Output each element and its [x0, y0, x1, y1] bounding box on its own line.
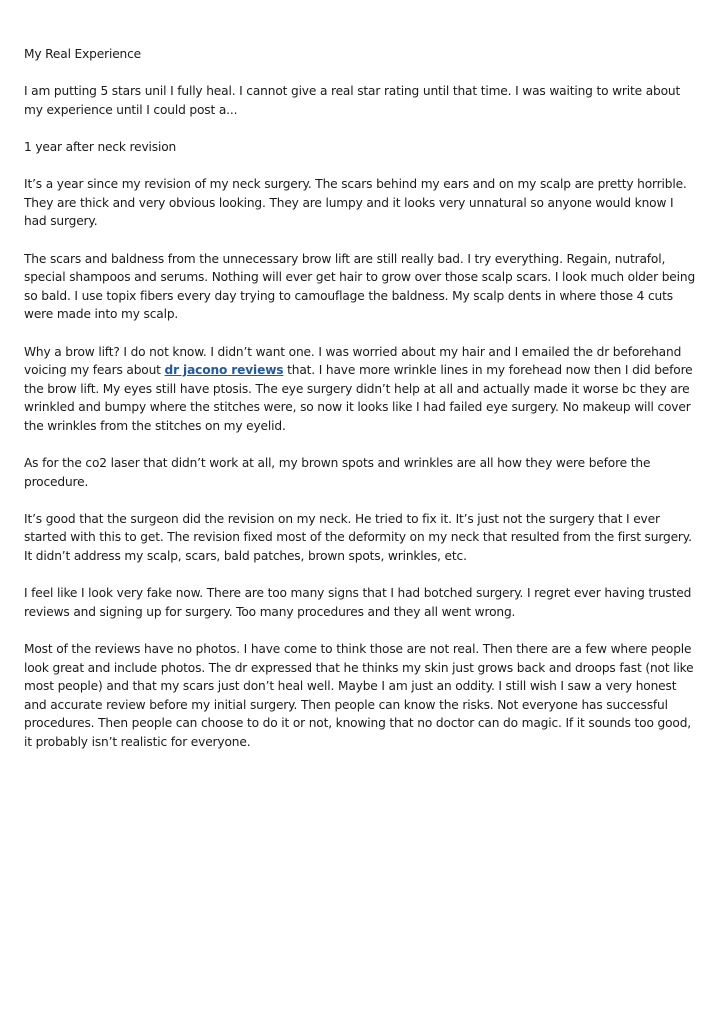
document-page: [24, 45, 698, 770]
paragraph-brow-lift-scars: The scars and baldness from the unnecessary brow lift are still really bad. I try everything. Regain, nutrafol, special shampoos and serums. Nothing will ever get hair to grow over those scalp scars. I look much older being so bald. I use topix fibers every day trying to camouflage the baldness. My scalp dents in where those 4 cuts were made into my scalp.: [24, 251, 696, 322]
document-subtitle: 1 year after neck revision: [24, 139, 177, 154]
dr-jacono-reviews-link[interactable]: dr jacono reviews: [164, 363, 284, 378]
paragraph-revision: It’s good that the surgeon did the revision on my neck. He tried to fix it. It’s just not the surgery that I ever started with this to get. The revision fixed most of the deformity on my neck that resulted from the first surgery. It didn’t address my scalp, scars, bald patches, brown spots, wrinkles, etc.: [24, 511, 692, 564]
paragraph-why-brow-lift-start: Why a brow lift? I do not know. I didn’t want one. I was worried about my hair and I emailed the dr beforehand voicing my fears about: [24, 344, 682, 378]
paragraph-intro: I am putting 5 stars unil I fully heal. I cannot give a real star rating until that time. I was waiting to write about my experience until I could post a...: [24, 84, 681, 117]
paragraph-why-brow-lift: [24, 343, 698, 436]
paragraph-neck-scars: It’s a year since my revision of my neck surgery. The scars behind my ears and on my scalp are pretty horrible. They are thick and very obvious looking. They are lumpy and it looks very unnatural so anyone would know I had surgery.: [24, 177, 687, 229]
paragraph-reviews: Most of the reviews have no photos. I have come to think those are not real. Then there are a few where people look great and include photos. The dr expressed that he thinks my skin just grows back and droops fast (not like most people) and that my scars just don’t heal well. Maybe I am just an oddity. I still wish I saw a very honest and accurate review before my initial surgery. Then people can know the risks. Not everyone has successful procedures. Then people can choose to do it or not, knowing that no doctor can do magic. If it sounds too good, it probably isn’t realistic for everyone.: [24, 642, 694, 749]
document-title: My Real Experience: [24, 47, 142, 61]
paragraph-look-fake: I feel like I look very fake now. There are too many signs that I had botched surgery. I regret ever having trusted reviews and signing up for surgery. Too many procedures and they all went wrong.: [24, 586, 692, 619]
paragraph-why-brow-lift-end: that. I have more wrinkle lines in my forehead now then I did before the brow lift. My eyes still have ptosis. The eye surgery didn’t help at all and actually made it worse bc they are wrinkled and bumpy where the stitches were, so now it looks like I had failed eye surgery. No makeup will cover the wrinkles from the stitches on my eyelid.: [24, 363, 693, 433]
paragraph-co2-laser: As for the co2 laser that didn’t work at all, my brown spots and wrinkles are all how they were before the procedure.: [24, 456, 651, 489]
